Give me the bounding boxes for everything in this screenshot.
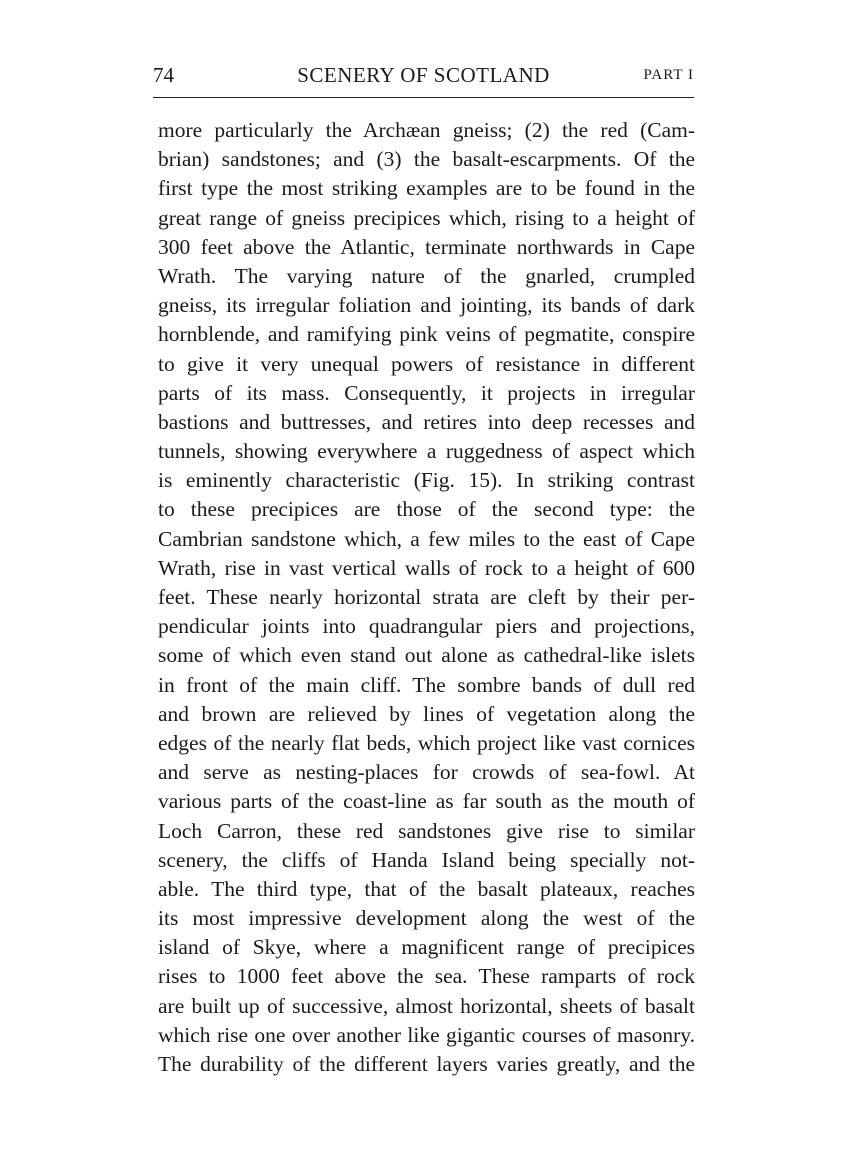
part-label: PART I xyxy=(643,67,694,83)
text-line: Loch Carron, these red sandstones give rise to similar xyxy=(158,818,695,843)
running-title: SCENERY OF SCOTLAND xyxy=(297,63,550,87)
text-line: feet. These nearly horizontal strata are cleft by their per- xyxy=(158,585,695,609)
text-line: able. The third type, that of the basalt plateaux, reaches xyxy=(158,876,695,901)
text-line: pendicular joints into quadrangular piers and projections, xyxy=(158,614,695,639)
text-line: The durability of the different layers varies greatly, and the xyxy=(158,1052,695,1076)
text-line: first type the most striking examples are to be found in the xyxy=(158,176,695,201)
page-number: 74 xyxy=(153,63,174,87)
running-head xyxy=(153,60,694,90)
text-line: great range of gneiss precipices which, rising to a height of xyxy=(158,205,695,230)
text-line: island of Skye, where a magnificent range of precipices xyxy=(158,935,695,960)
text-line: and serve as nesting-places for crowds of sea-fowl. At xyxy=(158,760,695,785)
body-text xyxy=(158,116,695,1079)
text-line: Cambrian sandstone which, a few miles to the east of Cape xyxy=(158,526,695,551)
text-line: rises to 1000 feet above the sea. These ramparts of rock xyxy=(158,964,695,989)
text-line: in front of the main cliff. The sombre bands of dull red xyxy=(158,672,695,697)
text-line: scenery, the cliffs of Handa Island being specially not- xyxy=(158,847,695,872)
text-line: which rise one over another like gigantic courses of masonry. xyxy=(158,1022,695,1047)
text-line: parts of its mass. Consequently, it projects in irregular xyxy=(158,380,695,405)
text-line: Wrath. The varying nature of the gnarled, crumpled xyxy=(158,263,695,288)
text-line: 300 feet above the Atlantic, terminate northwards in Cape xyxy=(158,234,695,259)
header-rule xyxy=(153,97,694,98)
text-line: hornblende, and ramifying pink veins of pegmatite, conspire xyxy=(158,322,695,347)
text-line: Wrath, rise in vast vertical walls of rock to a height of 600 xyxy=(158,555,695,580)
text-line: gneiss, its irregular foliation and jointing, its bands of dark xyxy=(158,293,695,318)
text-line: are built up of successive, almost horizontal, sheets of basalt xyxy=(158,993,695,1018)
text-line: various parts of the coast-line as far south as the mouth of xyxy=(158,789,695,814)
text-line: tunnels, showing everywhere a ruggedness of aspect which xyxy=(158,439,695,464)
text-line: its most impressive development along the west of the xyxy=(158,906,695,931)
text-line: more particularly the Archæan gneiss; (2) the red (Cam- xyxy=(158,118,695,142)
text-line: bastions and buttresses, and retires into deep recesses and xyxy=(158,409,695,434)
text-line: to give it very unequal powers of resistance in different xyxy=(158,351,695,376)
text-line: edges of the nearly flat beds, which project like vast cornices xyxy=(158,730,695,755)
text-line: brian) sandstones; and (3) the basalt-escarpments. Of the xyxy=(158,147,695,172)
text-line: is eminently characteristic (Fig. 15). In striking contrast xyxy=(158,468,695,493)
text-line: and brown are relieved by lines of vegetation along the xyxy=(158,701,695,726)
text-line: some of which even stand out alone as cathedral-like islets xyxy=(158,643,695,668)
text-line: to these precipices are those of the second type: the xyxy=(158,497,695,522)
